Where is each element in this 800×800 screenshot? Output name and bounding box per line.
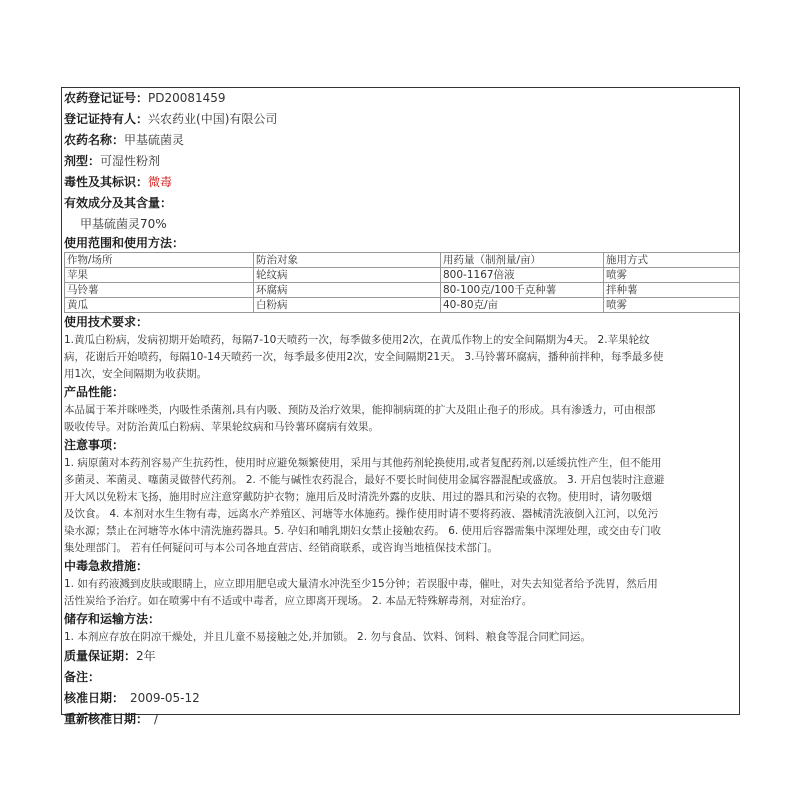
registration-card xyxy=(61,87,740,726)
table-row xyxy=(65,283,740,298)
usage-cell: 喷雾 xyxy=(604,298,740,313)
technique-label-row xyxy=(64,313,737,332)
shelf-life-row xyxy=(64,646,737,667)
toxicity-value: 微毒 xyxy=(148,175,173,189)
precautions-line: 1. 病原菌对本药剂容易产生抗药性，使用时应避免频繁使用，采用与其他药剂轮换使用,或者复配药剂,以延缓抗性产生，但不能用 xyxy=(64,457,662,469)
usage-header-cell: 作物/场所 xyxy=(65,253,254,268)
usage-label: 使用范围和使用方法： xyxy=(64,236,185,250)
table-row xyxy=(65,268,740,283)
reapprove-date-value: / xyxy=(154,712,159,726)
form-row xyxy=(64,151,737,172)
usage-cell: 80-100克/100千克种薯 xyxy=(441,283,604,298)
usage-cell: 800-1167倍液 xyxy=(441,268,604,283)
usage-header-cell: 施用方式 xyxy=(604,253,740,268)
ingredient-value: 甲基硫菌灵70% xyxy=(80,217,167,231)
performance-line: 本品属于苯并咪唑类，内吸性杀菌剂,具有内吸、预防及治疗效果，能抑制病斑的扩大及阻止孢子的形成。具有渗透力，可由根部 xyxy=(64,404,656,416)
name-row xyxy=(64,130,737,151)
technique-line: 用1次，安全间隔期为收获期。 xyxy=(64,368,208,380)
usage-table xyxy=(64,252,740,313)
ingredient-label: 有效成分及其含量： xyxy=(64,196,173,210)
technique-line: 病，花谢后开始喷药，每隔10-14天喷药一次，每季最多使用2次，安全间隔期21天。 3.马铃薯环腐病，播种前拌种，每季最多使 xyxy=(64,351,664,363)
name-label: 农药名称： xyxy=(64,133,125,147)
reg-no-value: PD20081459 xyxy=(148,91,226,105)
usage-cell: 40-80克/亩 xyxy=(441,298,604,313)
precautions-line: 开大风以免粉末飞扬，施用时应注意穿戴防护衣物；施用后及时清洗外露的皮肤、用过的器具和污染的衣物。使用时，请勿吸烟 xyxy=(64,491,652,503)
usage-cell: 环腐病 xyxy=(254,283,441,298)
form-label: 剂型： xyxy=(64,154,101,168)
approve-date-row xyxy=(64,688,737,709)
holder-value: 兴农药业(中国)有限公司 xyxy=(148,112,278,126)
usage-label-row xyxy=(64,235,737,252)
technique-line: 1.黄瓜白粉病，发病初期开始喷药，每隔7-10天喷药一次，每季做多使用2次，在黄瓜作物上的安全间隔期为4天。 2.苹果轮纹 xyxy=(64,334,650,346)
usage-cell: 苹果 xyxy=(65,268,254,283)
first-aid-label-row xyxy=(64,557,737,576)
precautions-line: 染水源；禁止在河塘等水体中清洗施药器具。5. 孕妇和哺乳期妇女禁止接触农药。 6. 使用后容器需集中深埋处理，或交由专门收 xyxy=(64,525,662,537)
reapprove-date-row xyxy=(64,709,737,730)
form-value: 可湿性粉剂 xyxy=(100,154,161,168)
reapprove-date-label: 重新核准日期： xyxy=(64,712,149,726)
first-aid-label: 中毒急救措施： xyxy=(64,559,149,573)
usage-header-cell: 防治对象 xyxy=(254,253,441,268)
usage-cell: 马铃薯 xyxy=(65,283,254,298)
first-aid-line: 1. 如有药液溅到皮肤或眼睛上，应立即用肥皂或大量清水冲洗至少15分钟；若误服中毒，催吐，对失去知觉者给予洗胃，然后用 xyxy=(64,578,658,590)
remarks-label: 备注： xyxy=(64,670,101,684)
holder-row xyxy=(64,109,737,130)
storage-label: 储存和运输方法： xyxy=(64,612,161,626)
usage-header-row xyxy=(65,253,740,268)
usage-header-cell: 用药量（制剂量/亩） xyxy=(441,253,604,268)
precautions-line: 多菌灵、苯菌灵、噻菌灵做替代药剂。 2. 不能与碱性农药混合，最好不要长时间使用金属容器混配或盛放。 3. 开启包装时注意避 xyxy=(64,474,665,486)
storage-label-row xyxy=(64,610,737,629)
performance-line: 吸收传导。对防治黄瓜白粉病、苹果轮纹病和马铃薯环腐病有效果。 xyxy=(64,421,379,433)
precautions-line: 集处理部门。 若有任何疑问可与本公司各地直营店、经销商联系，或咨询当地植保技术部门。 xyxy=(64,542,498,554)
performance-label: 产品性能： xyxy=(64,385,125,399)
usage-cell: 白粉病 xyxy=(254,298,441,313)
table-row xyxy=(65,298,740,313)
ingredient-value-row xyxy=(64,214,737,235)
first-aid-line: 活性炭给予治疗。如在喷雾中有不适或中毒者，应立即离开现场。 2. 本品无特殊解毒剂，对症治疗。 xyxy=(64,595,533,607)
technique-label: 使用技术要求： xyxy=(64,315,149,329)
shelf-life-label: 质量保证期： xyxy=(64,649,137,663)
approve-date-value: 2009-05-12 xyxy=(130,691,200,705)
reg-no-row xyxy=(64,88,737,109)
precautions-label: 注意事项： xyxy=(64,438,125,452)
precautions-label-row xyxy=(64,436,737,455)
precautions-line: 及饮食。 4. 本剂对水生生物有毒，远离水产养殖区、河塘等水体施药。操作使用时请不要将药液、器械清洗液倒入江河，以免污 xyxy=(64,508,659,520)
storage-line: 1. 本剂应存放在阴凉干燥处，并且儿童不易接触之处,并加锁。 2. 勿与食品、饮料、饲料、粮食等混合同贮同运。 xyxy=(64,631,591,643)
approve-date-label: 核准日期： xyxy=(64,691,125,705)
usage-cell: 黄瓜 xyxy=(65,298,254,313)
holder-label: 登记证持有人： xyxy=(64,112,149,126)
usage-cell: 轮纹病 xyxy=(254,268,441,283)
ingredient-label-row xyxy=(64,193,737,214)
remarks-row xyxy=(64,667,737,688)
name-value: 甲基硫菌灵 xyxy=(124,133,185,147)
performance-label-row xyxy=(64,383,737,402)
shelf-life-value: 2年 xyxy=(136,649,156,663)
reg-no-label: 农药登记证号： xyxy=(64,91,149,105)
toxicity-row xyxy=(64,172,737,193)
toxicity-label: 毒性及其标识： xyxy=(64,175,149,189)
usage-cell: 喷雾 xyxy=(604,268,740,283)
usage-cell: 拌种薯 xyxy=(604,283,740,298)
